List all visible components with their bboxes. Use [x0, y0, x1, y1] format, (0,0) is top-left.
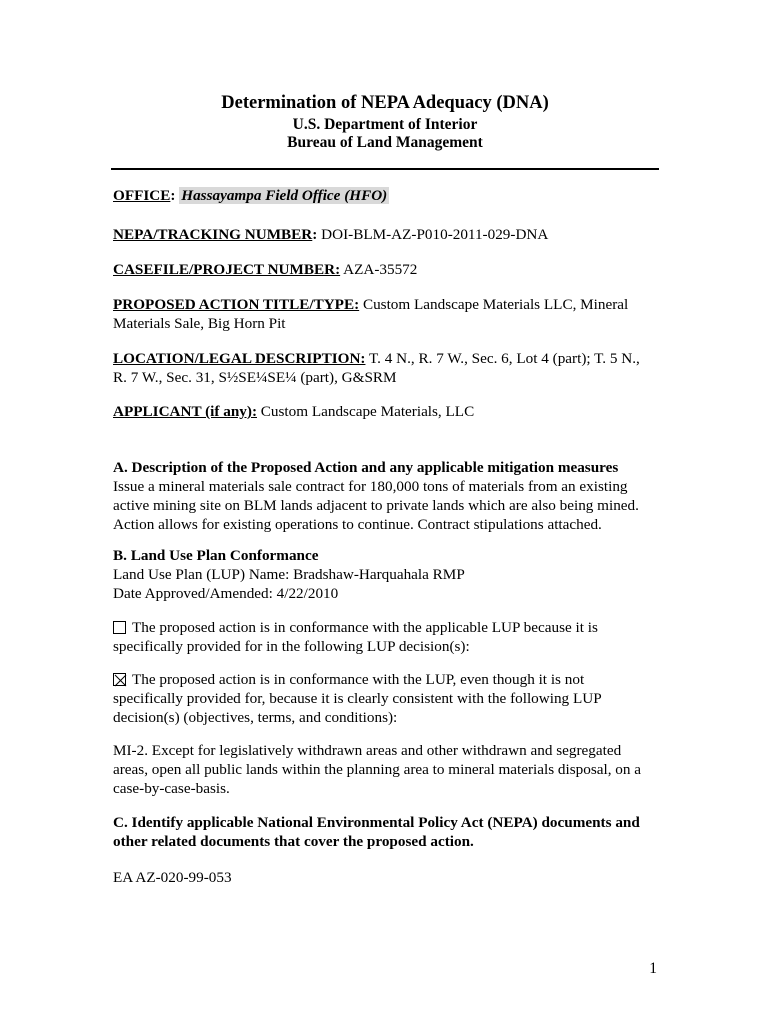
section-a-body: Issue a mineral materials sale contract for 180,000 tons of materials from an existing active mining site on BLM lands adjacent to private lands which are also being mined. Action allows for existing operations to continue. Contract stipulations attached.	[113, 478, 639, 533]
office-colon: :	[170, 187, 176, 204]
section-c-heading: C. Identify applicable National Environmental Policy Act (NEPA) documents and other related documents that cover the proposed action.	[113, 814, 640, 850]
applicant-value: Custom Landscape Materials, LLC	[260, 403, 475, 420]
tracking-label: NEPA/TRACKING NUMBER	[113, 226, 313, 243]
department-name: U.S. Department of Interior	[292, 116, 478, 133]
conformance-option-2	[113, 670, 648, 727]
casefile-value: AZA-35572	[343, 261, 418, 278]
tracking-colon: :	[312, 226, 318, 243]
office-label: OFFICE	[113, 187, 171, 204]
proposed-action-label: PROPOSED ACTION TITLE/TYPE:	[113, 296, 360, 313]
section-a-heading: A. Description of the Proposed Action and any applicable mitigation measures	[113, 459, 619, 476]
conformance-option-2-text: The proposed action is in conformance with the LUP, even though it is not specifically provided for, because it is clearly consistent with the following LUP decision(s) (objectives, terms, and conditions):	[113, 671, 602, 726]
proposed-action-field	[113, 295, 648, 333]
document-title: Determination of NEPA Adequacy (DNA)	[221, 93, 549, 113]
casefile-field	[113, 260, 648, 279]
lup-date: Date Approved/Amended: 4/22/2010	[113, 585, 339, 602]
nepa-document: EA AZ-020-99-053	[113, 869, 232, 886]
location-value: T. 4 N., R. 7 W., Sec. 6, Lot 4 (part); T. 5 N., R. 7 W., Sec. 31, S½SE¼SE¼ (part), G&SRM	[113, 350, 640, 386]
checked-checkbox[interactable]	[113, 673, 126, 686]
page-number: 1	[649, 960, 657, 977]
applicant-field	[113, 402, 648, 421]
casefile-label: CASEFILE/PROJECT NUMBER:	[113, 261, 341, 278]
tracking-value: DOI-BLM-AZ-P010-2011-029-DNA	[321, 226, 549, 243]
location-label: LOCATION/LEGAL DESCRIPTION:	[113, 350, 366, 367]
office-value: Hassayampa Field Office (HFO)	[181, 187, 388, 204]
tracking-field	[113, 225, 648, 244]
section-b-heading: B. Land Use Plan Conformance	[113, 547, 319, 564]
office-field	[113, 186, 648, 205]
check-x-icon	[114, 674, 127, 687]
lup-name: Land Use Plan (LUP) Name: Bradshaw-Harquahala RMP	[113, 566, 465, 583]
proposed-action-value: Custom Landscape Materials LLC, Mineral Materials Sale, Big Horn Pit	[113, 296, 629, 332]
conformance-option-1	[113, 618, 648, 656]
lup-decision: MI-2. Except for legislatively withdrawn areas and other withdrawn and segregated areas, open all public lands within the planning area to mineral materials disposal, on a case-by-case-basis.	[113, 742, 642, 797]
header-divider	[111, 168, 659, 170]
conformance-option-1-text: The proposed action is in conformance with the applicable LUP because it is specifically provided for in the following LUP decision(s):	[113, 619, 598, 655]
applicant-label: APPLICANT (if any):	[113, 403, 257, 420]
bureau-name: Bureau of Land Management	[287, 134, 483, 151]
location-field	[113, 349, 648, 387]
unchecked-checkbox[interactable]	[113, 621, 126, 634]
